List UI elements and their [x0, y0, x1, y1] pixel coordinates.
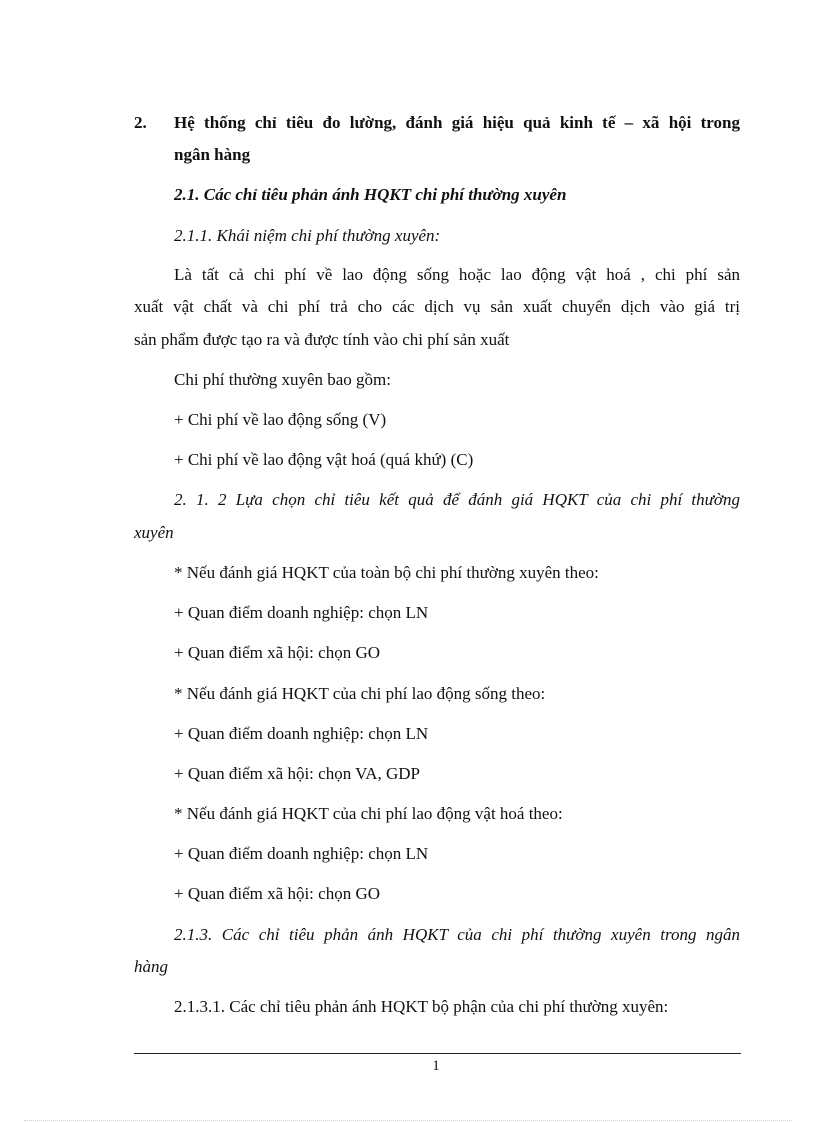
includes-item: + Chi phí về lao động sống (V) — [174, 410, 387, 429]
group-heading: * Nếu đánh giá HQKT của chi phí lao động vật hoá theo: — [174, 804, 563, 823]
includes-heading: Chi phí thường xuyên bao gồm: — [174, 370, 391, 389]
subsection-heading-2-1-3-1: 2.1.3.1. Các chỉ tiêu phản ánh HQKT bộ phận của chi phí thường xuyên: — [174, 997, 669, 1016]
section-title-line2: ngân hàng — [174, 145, 251, 164]
definition-line3: sản phẩm được tạo ra và được tính vào chi phí sản xuất — [134, 330, 510, 349]
section-number: 2. — [134, 113, 147, 132]
subsection-heading-2-1-1: 2.1.1. Khái niệm chi phí thường xuyên: — [174, 226, 441, 245]
subsection-heading-2-1-2-line2: xuyên — [134, 523, 174, 542]
section-title-line1: Hệ thống chỉ tiêu đo lường, đánh giá hiệu quả kinh tế – xã hội trong — [174, 113, 740, 132]
page-number: 1 — [432, 1058, 440, 1074]
subsection-heading-2-1-3-line2: hàng — [134, 957, 168, 976]
page-edge-divider — [24, 1120, 792, 1121]
subsection-heading-2-1: 2.1. Các chỉ tiêu phản ánh HQKT chi phí thường xuyên — [174, 185, 567, 204]
definition-line2: xuất vật chất và chi phí trả cho các dịch vụ sản xuất chuyển dịch vào giá trị — [134, 297, 740, 316]
subsection-heading-2-1-2-line1: 2. 1. 2 Lựa chọn chỉ tiêu kết quả để đánh giá HQKT của chi phí thường — [174, 490, 740, 509]
includes-item: + Chi phí về lao động vật hoá (quá khứ) (C) — [174, 450, 474, 469]
group-item: + Quan điểm xã hội: chọn VA, GDP — [174, 764, 421, 783]
subsection-heading-2-1-3-line1: 2.1.3. Các chỉ tiêu phản ánh HQKT của chi phí thường xuyên trong ngân — [174, 925, 740, 944]
group-heading: * Nếu đánh giá HQKT của chi phí lao động sống theo: — [174, 684, 546, 703]
group-item: + Quan điểm doanh nghiệp: chọn LN — [174, 844, 429, 863]
footer-divider — [134, 1053, 741, 1054]
group-heading: * Nếu đánh giá HQKT của toàn bộ chi phí thường xuyên theo: — [174, 563, 599, 582]
group-item: + Quan điểm xã hội: chọn GO — [174, 643, 380, 662]
definition-line1: Là tất cả chi phí về lao động sống hoặc lao động vật hoá , chi phí sản — [174, 265, 740, 284]
group-item: + Quan điểm doanh nghiệp: chọn LN — [174, 603, 429, 622]
group-item: + Quan điểm xã hội: chọn GO — [174, 884, 380, 903]
group-item: + Quan điểm doanh nghiệp: chọn LN — [174, 724, 429, 743]
